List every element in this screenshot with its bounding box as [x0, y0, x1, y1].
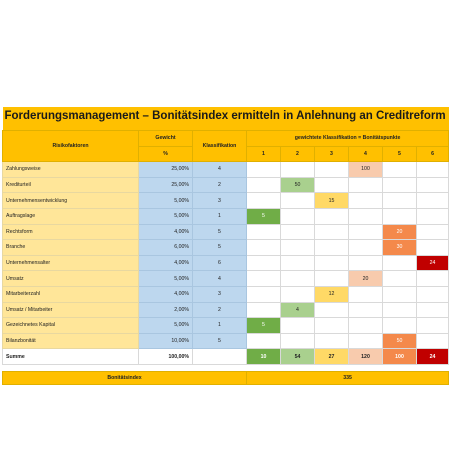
table-row: [3, 333, 449, 349]
weight-cell: 4,00%: [139, 255, 193, 271]
summe-label: Summe: [3, 349, 139, 365]
points-cell-6: [417, 302, 449, 318]
points-cell-5: [383, 162, 417, 178]
points-cell-1: [247, 240, 281, 256]
summe-col-1: 10: [247, 349, 281, 365]
points-cell-4: [349, 177, 383, 193]
points-cell-6: [417, 224, 449, 240]
points-cell-5: 20: [383, 224, 417, 240]
points-cell-1: 5: [247, 318, 281, 334]
weight-cell: 10,00%: [139, 333, 193, 349]
summe-klassifikation-cell: [193, 349, 247, 365]
points-cell-3: [315, 255, 349, 271]
risk-factor-label: Auftragslage: [3, 208, 139, 224]
table-row: [3, 302, 449, 318]
weight-cell: 6,00%: [139, 240, 193, 256]
points-cell-5: [383, 302, 417, 318]
points-cell-5: [383, 318, 417, 334]
table-row: [3, 224, 449, 240]
points-cell-2: [281, 271, 315, 287]
summe-col-2: 54: [281, 349, 315, 365]
header-col-4: 4: [349, 146, 383, 162]
points-cell-6: 24: [417, 255, 449, 271]
klassifikation-cell: 5: [193, 240, 247, 256]
table-row: [3, 193, 449, 209]
points-cell-1: [247, 255, 281, 271]
points-cell-6: [417, 208, 449, 224]
table-row: [3, 177, 449, 193]
klassifikation-cell: 3: [193, 286, 247, 302]
weight-cell: 5,00%: [139, 318, 193, 334]
risk-factor-label: Zahlungsweise: [3, 162, 139, 178]
points-cell-2: [281, 333, 315, 349]
points-cell-1: [247, 302, 281, 318]
klassifikation-cell: 5: [193, 224, 247, 240]
header-col-6: 6: [417, 146, 449, 162]
bonitaetsindex-label: Bonitätsindex: [3, 372, 247, 385]
klassifikation-cell: 1: [193, 318, 247, 334]
header-col-1: 1: [247, 146, 281, 162]
bonitaetsindex-table: [2, 107, 449, 385]
header-gewicht: Gewicht: [139, 131, 193, 147]
table-row: [3, 318, 449, 334]
klassifikation-cell: 5: [193, 333, 247, 349]
risk-factor-label: Branche: [3, 240, 139, 256]
points-cell-5: 30: [383, 240, 417, 256]
header-klassifikation: Klassifikation: [193, 131, 247, 162]
points-cell-2: [281, 286, 315, 302]
header-gewicht-unit: %: [139, 146, 193, 162]
klassifikation-cell: 3: [193, 193, 247, 209]
data-rows: [3, 162, 449, 349]
points-cell-1: [247, 224, 281, 240]
points-cell-3: [315, 333, 349, 349]
table-row: [3, 271, 449, 287]
risk-factor-label: Mitarbeiterzahl: [3, 286, 139, 302]
klassifikation-cell: 4: [193, 271, 247, 287]
points-cell-5: [383, 177, 417, 193]
points-cell-3: [315, 162, 349, 178]
points-cell-3: [315, 318, 349, 334]
points-cell-4: [349, 224, 383, 240]
points-cell-5: [383, 271, 417, 287]
points-cell-3: [315, 224, 349, 240]
weight-cell: 4,00%: [139, 224, 193, 240]
risk-factor-label: Krediturteil: [3, 177, 139, 193]
points-cell-4: [349, 286, 383, 302]
page-title: Forderungsmanagement – Bonitätsindex ermitteln in Anlehnung an Creditreform: [3, 107, 449, 124]
points-cell-6: [417, 162, 449, 178]
points-cell-3: 12: [315, 286, 349, 302]
summe-col-3: 27: [315, 349, 349, 365]
risk-factor-label: Rechtsform: [3, 224, 139, 240]
points-cell-4: 100: [349, 162, 383, 178]
summe-weight: 100,00%: [139, 349, 193, 365]
table-row: [3, 162, 449, 178]
points-cell-1: [247, 333, 281, 349]
points-cell-1: [247, 193, 281, 209]
table-row: [3, 255, 449, 271]
points-cell-2: [281, 224, 315, 240]
points-cell-2: [281, 255, 315, 271]
points-cell-4: [349, 302, 383, 318]
summe-col-5: 100: [383, 349, 417, 365]
weight-cell: 25,00%: [139, 177, 193, 193]
points-cell-2: [281, 162, 315, 178]
header-col-2: 2: [281, 146, 315, 162]
points-cell-3: [315, 302, 349, 318]
points-cell-2: 50: [281, 177, 315, 193]
summe-col-6: 24: [417, 349, 449, 365]
weight-cell: 25,00%: [139, 162, 193, 178]
gap-row: [3, 365, 449, 372]
points-cell-2: [281, 208, 315, 224]
points-cell-3: [315, 271, 349, 287]
points-cell-4: [349, 208, 383, 224]
header-col-5: 5: [383, 146, 417, 162]
header-gewichtete-klassifikation: gewichtete Klassifikation = Bonitätspunkte: [247, 131, 449, 147]
risk-factor-label: Umsatz / Mitarbeiter: [3, 302, 139, 318]
points-cell-5: [383, 255, 417, 271]
risk-factor-label: Gezeichnetes Kapital: [3, 318, 139, 334]
klassifikation-cell: 4: [193, 162, 247, 178]
points-cell-6: [417, 240, 449, 256]
table-row: [3, 208, 449, 224]
klassifikation-cell: 1: [193, 208, 247, 224]
points-cell-6: [417, 193, 449, 209]
points-cell-4: [349, 255, 383, 271]
risk-factor-label: Unternehmensalter: [3, 255, 139, 271]
table-row: [3, 286, 449, 302]
bonitaetsindex-value: 335: [247, 372, 449, 385]
points-cell-4: [349, 318, 383, 334]
points-cell-3: [315, 208, 349, 224]
points-cell-5: 50: [383, 333, 417, 349]
points-cell-3: 15: [315, 193, 349, 209]
summe-col-4: 120: [349, 349, 383, 365]
points-cell-1: [247, 271, 281, 287]
points-cell-6: [417, 271, 449, 287]
points-cell-2: [281, 193, 315, 209]
points-cell-2: [281, 318, 315, 334]
points-cell-1: 5: [247, 208, 281, 224]
points-cell-5: [383, 193, 417, 209]
points-cell-6: [417, 177, 449, 193]
klassifikation-cell: 2: [193, 177, 247, 193]
points-cell-6: [417, 333, 449, 349]
points-cell-2: [281, 240, 315, 256]
weight-cell: 5,00%: [139, 271, 193, 287]
points-cell-1: [247, 286, 281, 302]
header-risikofaktoren: Risikofaktoren: [3, 131, 139, 162]
points-cell-5: [383, 286, 417, 302]
points-cell-3: [315, 177, 349, 193]
spreadsheet: [2, 107, 448, 385]
weight-cell: 5,00%: [139, 208, 193, 224]
points-cell-4: [349, 193, 383, 209]
risk-factor-label: Bilanzbonität: [3, 333, 139, 349]
points-cell-4: [349, 333, 383, 349]
points-cell-6: [417, 318, 449, 334]
risk-factor-label: Umsatz: [3, 271, 139, 287]
points-cell-3: [315, 240, 349, 256]
points-cell-5: [383, 208, 417, 224]
table-row: [3, 240, 449, 256]
points-cell-2: 4: [281, 302, 315, 318]
points-cell-1: [247, 177, 281, 193]
klassifikation-cell: 2: [193, 302, 247, 318]
points-cell-4: [349, 240, 383, 256]
points-cell-4: 20: [349, 271, 383, 287]
weight-cell: 2,00%: [139, 302, 193, 318]
klassifikation-cell: 6: [193, 255, 247, 271]
weight-cell: 4,00%: [139, 286, 193, 302]
risk-factor-label: Unternehmensentwicklung: [3, 193, 139, 209]
header-col-3: 3: [315, 146, 349, 162]
weight-cell: 5,00%: [139, 193, 193, 209]
points-cell-1: [247, 162, 281, 178]
points-cell-6: [417, 286, 449, 302]
